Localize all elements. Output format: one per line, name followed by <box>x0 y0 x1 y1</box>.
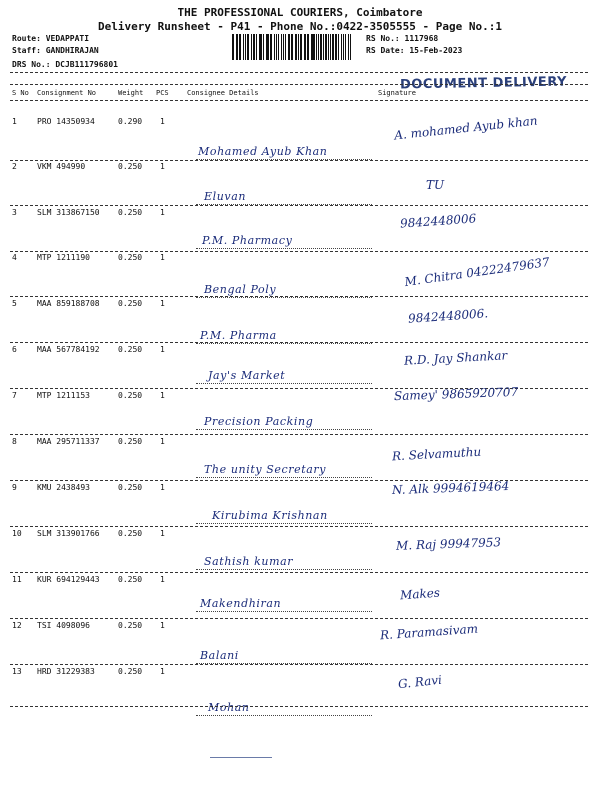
drs-number: DRS No.: DCJB111796801 <box>12 60 118 69</box>
row-divider <box>10 618 588 619</box>
barcode-bar <box>338 34 339 60</box>
consignee-underline <box>196 611 372 612</box>
serial-number: 3 <box>12 208 17 217</box>
barcode-bar <box>318 34 319 60</box>
barcode-bar <box>283 34 284 60</box>
consignee-underline <box>196 297 372 298</box>
barcode-bar <box>245 34 247 60</box>
barcode-bar <box>335 34 337 60</box>
receiver-signature: M. Chitra 04222479637 <box>403 254 551 290</box>
consignee-underline <box>196 429 372 430</box>
consignee-name: P.M. Pharmacy <box>202 234 293 247</box>
barcode-bar <box>307 34 309 60</box>
weight-value: 0.250 <box>118 667 143 676</box>
consignee-name: Sathish kumar <box>204 555 294 568</box>
table-row <box>0 162 600 208</box>
serial-number: 1 <box>12 117 17 126</box>
barcode-bar <box>236 34 237 60</box>
row-divider <box>10 296 588 297</box>
consignee-name: Balani <box>200 649 239 662</box>
consignee-underline <box>196 569 372 570</box>
consignee-name: Mohamed Ayub Khan <box>198 145 328 158</box>
serial-number: 9 <box>12 483 17 492</box>
receiver-signature: Samey' 9865920707 <box>393 384 519 404</box>
consignment-number: SLM 313867150 <box>37 208 100 217</box>
receiver-signature: R.D. Jay Shankar <box>403 348 508 368</box>
serial-number: 12 <box>12 621 22 630</box>
pcs-value: 1 <box>160 345 165 354</box>
consignee-name: Kirubima Krishnan <box>212 509 328 522</box>
weight-value: 0.250 <box>118 208 143 217</box>
serial-number: 5 <box>12 299 17 308</box>
weight-value: 0.250 <box>118 253 143 262</box>
barcode-bar <box>350 34 352 60</box>
table-row <box>0 621 600 667</box>
consignment-number: MAA 295711337 <box>37 437 100 446</box>
barcode-bar <box>270 34 272 60</box>
barcode-bar <box>323 34 324 60</box>
pcs-value: 1 <box>160 117 165 126</box>
receiver-signature: G. Ravi <box>397 672 443 692</box>
table-row <box>0 575 600 621</box>
barcode-bar <box>304 34 305 60</box>
consignee-name: Jay's Market <box>208 369 286 382</box>
barcode-bar <box>300 34 302 60</box>
barcode-bar <box>343 34 345 60</box>
row-divider <box>10 160 588 161</box>
col-header-consignee: Consignee Details <box>187 89 259 97</box>
barcode-bar <box>267 34 269 60</box>
barcode-bar <box>316 34 317 60</box>
rs-number: RS No.: 1117968 <box>366 34 439 43</box>
serial-number: 8 <box>12 437 17 446</box>
serial-number: 4 <box>12 253 17 262</box>
table-row <box>0 437 600 483</box>
weight-value: 0.250 <box>118 483 143 492</box>
consignment-number: MTP 1211153 <box>37 391 90 400</box>
barcode-bar <box>253 34 255 60</box>
serial-number: 2 <box>12 162 17 171</box>
barcode-bar <box>263 34 264 60</box>
row-divider <box>10 342 588 343</box>
barcode-bar <box>320 34 322 60</box>
barcode <box>232 34 352 60</box>
consignment-number: VKM 494990 <box>37 162 86 171</box>
pcs-value: 1 <box>160 621 165 630</box>
receiver-signature: R. Selvamuthu <box>391 444 482 464</box>
row-divider <box>10 434 588 435</box>
table-row <box>0 529 600 575</box>
barcode-bar <box>348 34 349 60</box>
serial-number: 7 <box>12 391 17 400</box>
weight-value: 0.290 <box>118 117 143 126</box>
consignment-number: KUR 694129443 <box>37 575 100 584</box>
barcode-bar <box>291 34 292 60</box>
table-row <box>0 384 600 437</box>
row-divider <box>10 664 588 665</box>
barcode-bar <box>251 34 252 60</box>
consignee-underline <box>196 523 372 524</box>
barcode-bar <box>259 34 260 60</box>
barcode-bar <box>325 34 327 60</box>
row-divider <box>10 572 588 573</box>
receiver-signature: M. Raj 99947953 <box>395 535 502 553</box>
consignee-underline <box>196 383 372 384</box>
barcode-bar <box>288 34 290 60</box>
weight-value: 0.250 <box>118 162 143 171</box>
barcode-bar <box>305 34 306 60</box>
barcode-bar <box>266 34 267 60</box>
receiver-signature: R. Paramasivam <box>379 621 479 643</box>
barcode-bar <box>328 34 329 60</box>
weight-value: 0.250 <box>118 299 143 308</box>
consignment-number: MAA 859188708 <box>37 299 100 308</box>
consignment-number: MAA 567784192 <box>37 345 100 354</box>
pcs-value: 1 <box>160 575 165 584</box>
table-row <box>0 299 600 345</box>
pcs-value: 1 <box>160 299 165 308</box>
barcode-bar <box>237 34 238 60</box>
pcs-value: 1 <box>160 667 165 676</box>
barcode-bar <box>239 34 241 60</box>
divider <box>10 100 588 101</box>
table-row <box>0 253 600 299</box>
consignee-name: P.M. Pharma <box>200 329 277 342</box>
col-header-sno: S No <box>12 89 29 97</box>
consignee-name: Makendhiran <box>200 597 282 610</box>
pcs-value: 1 <box>160 253 165 262</box>
weight-value: 0.250 <box>118 437 143 446</box>
table-row <box>0 113 600 163</box>
row-divider <box>10 205 588 206</box>
consignee-underline <box>196 343 372 344</box>
consignee-underline <box>196 477 372 478</box>
barcode-bar <box>285 34 287 60</box>
barcode-bar <box>247 34 249 60</box>
divider <box>10 706 588 707</box>
barcode-bar <box>330 34 331 60</box>
weight-value: 0.250 <box>118 529 143 538</box>
barcode-bar <box>256 34 257 60</box>
row-divider <box>10 526 588 527</box>
weight-value: 0.250 <box>118 391 143 400</box>
divider <box>10 72 588 73</box>
barcode-bar <box>292 34 293 60</box>
consignee-name: Precision Packing <box>204 415 314 428</box>
consignee-name: Bengal Poly <box>204 283 277 296</box>
consignment-number: PRO 14350934 <box>37 117 95 126</box>
col-header-consignment: Consignment No <box>37 89 97 97</box>
barcode-bar <box>311 34 312 60</box>
barcode-bar <box>298 34 299 60</box>
barcode-bar <box>332 34 334 60</box>
receiver-signature: Makes <box>399 585 441 603</box>
barcode-bar <box>274 34 275 60</box>
barcode-bar <box>281 34 282 60</box>
pcs-value: 1 <box>160 208 165 217</box>
col-header-signature: Signature <box>378 89 416 97</box>
barcode-bar <box>243 34 244 60</box>
table-row <box>0 208 600 254</box>
consignment-number: KMU 2438493 <box>37 483 90 492</box>
col-header-weight: Weight <box>118 89 144 97</box>
company-title: THE PROFESSIONAL COURIERS, Coimbatore <box>177 6 423 19</box>
barcode-bar <box>232 34 234 60</box>
pcs-value: 1 <box>160 529 165 538</box>
serial-number: 6 <box>12 345 17 354</box>
serial-number: 11 <box>12 575 22 584</box>
weight-value: 0.250 <box>118 345 143 354</box>
staff-label: Staff: GANDHIRAJAN <box>12 46 99 55</box>
barcode-bar <box>312 34 314 60</box>
consignee-name: The unity Secretary <box>204 463 327 476</box>
serial-number: 13 <box>12 667 22 676</box>
pcs-value: 1 <box>160 483 165 492</box>
consignment-number: HRD 31229383 <box>37 667 95 676</box>
barcode-bar <box>278 34 280 60</box>
consignee-name: Eluvan <box>204 190 247 203</box>
row-divider <box>10 251 588 252</box>
barcode-bar <box>345 34 346 60</box>
consignee-underline <box>196 715 372 716</box>
weight-value: 0.250 <box>118 621 143 630</box>
consignee-name: Mohan <box>208 701 250 714</box>
receiver-signature: 9842448006. <box>407 306 489 326</box>
receiver-signature: 9842448006 <box>399 211 477 231</box>
pcs-value: 1 <box>160 437 165 446</box>
serial-number: 10 <box>12 529 22 538</box>
consignment-number: SLM 313901766 <box>37 529 100 538</box>
barcode-bar <box>295 34 297 60</box>
divider <box>10 84 588 85</box>
barcode-bar <box>341 34 342 60</box>
consignment-number: MTP 1211190 <box>37 253 90 262</box>
pcs-value: 1 <box>160 162 165 171</box>
barcode-bar <box>276 34 277 60</box>
weight-value: 0.250 <box>118 575 143 584</box>
receiver-signature: A. mohamed Ayub khan <box>393 113 539 143</box>
route-label: Route: VEDAPPATI <box>12 34 90 43</box>
rs-date: RS Date: 15-Feb-2023 <box>366 46 463 55</box>
barcode-bar <box>260 34 262 60</box>
consignee-underline <box>196 248 372 249</box>
runsheet-title: Delivery Runsheet - P41 - Phone No.:0422-3505555 - Page No.:1 <box>98 20 502 33</box>
col-header-pcs: PCS <box>156 89 169 97</box>
footer-line <box>210 757 272 758</box>
receiver-signature: N. Alk 9994619464 <box>391 478 510 498</box>
receiver-signature: TU <box>426 178 445 192</box>
table-row <box>0 478 600 529</box>
pcs-value: 1 <box>160 391 165 400</box>
document-delivery-stamp: DOCUMENT DELIVERY <box>399 74 568 93</box>
consignment-number: TSI 4098096 <box>37 621 90 630</box>
